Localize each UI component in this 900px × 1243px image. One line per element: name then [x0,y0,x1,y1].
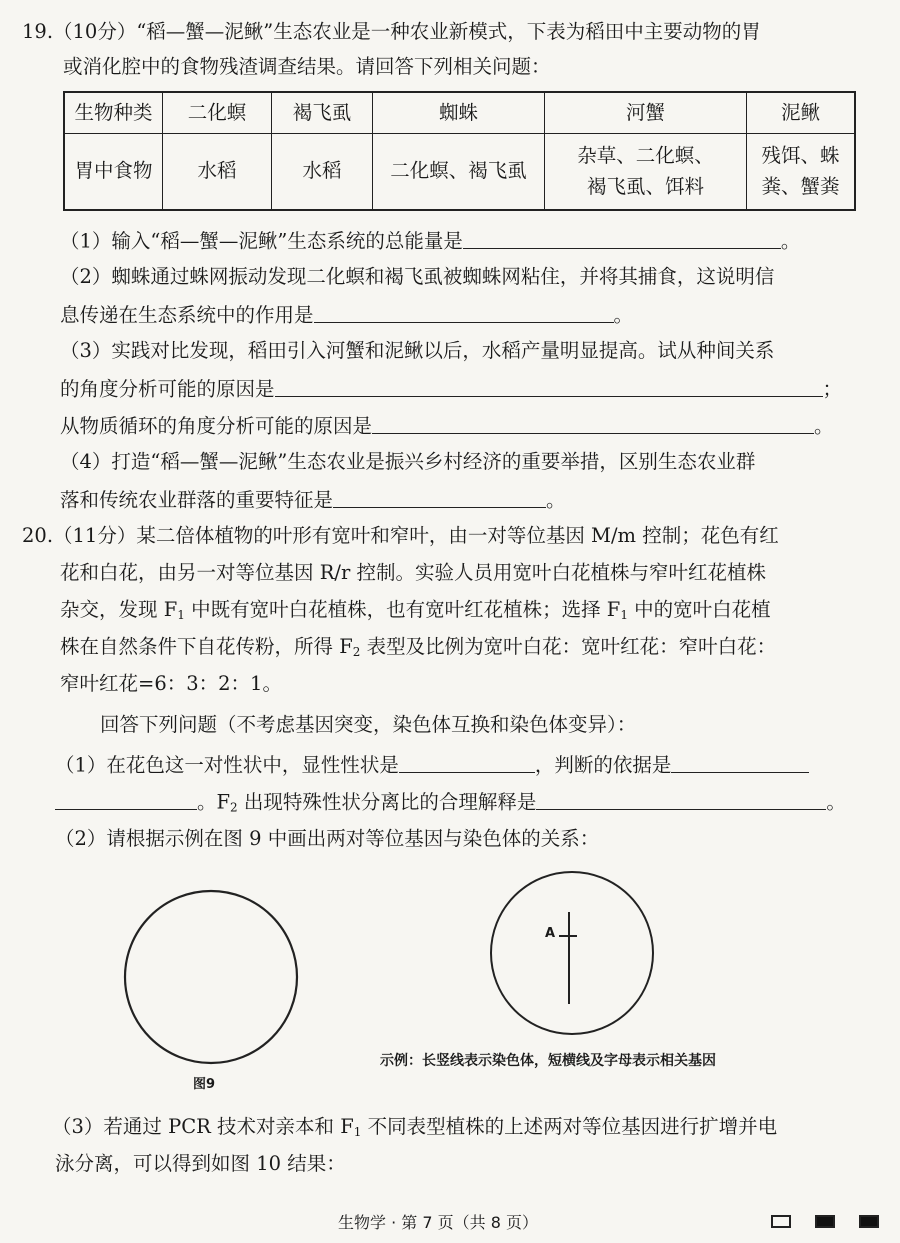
subscript: 1 [353,1125,362,1139]
table-header-cell: 泥鳅 [747,92,856,134]
punct: ； [822,377,843,401]
q20-part-1-line-2 [55,789,846,815]
example-cell-circle [491,872,653,1034]
q20-part-1-line-1 [55,752,809,777]
table-cell [747,134,856,211]
blank-cell-circle[interactable] [125,891,297,1063]
answer-box-filled-icon [815,1215,835,1228]
q20-line-3-text-b: 中既有宽叶白花植株，也有宽叶红花植株；选择 F [184,598,621,621]
q19-part-3-line-1: （3）实践对比发现，稻田引入河蟹和泥鳅以后，水稻产量明显提高。试从种间关系 [60,339,775,362]
q20-line-6: 回答下列问题（不考虑基因突变，染色体互换和染色体变异）： [100,713,637,736]
answer-box-empty-icon [771,1215,791,1228]
q19-part-1-text: （1）输入“稻—蟹—泥鳅”生态系统的总能量是 [60,229,463,253]
q19-line-2: 或消化腔中的食物残渣调查结果。请回答下列相关问题： [63,55,551,78]
q19-part-1 [60,228,800,253]
punct: 。 [546,488,566,512]
food-residue-table [63,91,856,211]
punct: 。 [814,414,834,438]
q20-part-1-text-d: 出现特殊性状分离比的合理解释是 [237,790,537,814]
answer-blank[interactable] [55,789,197,810]
answer-blank[interactable] [275,376,823,397]
gene-label: A [545,926,556,941]
punct: 。 [780,229,801,253]
table-cell-line: 残饵、蛛 [761,144,840,168]
answer-blank[interactable] [463,228,781,249]
example-caption: 示例：长竖线表示染色体，短横线及字母表示相关基因 [380,1053,716,1069]
q20-part-1-text-b: ，判断的依据是 [534,753,672,777]
q20-part-3-text-b: 不同表型植株的上述两对等位基因进行扩增并电 [361,1115,778,1138]
q19-line-1: 19.（10分）“稻—蟹—泥鳅”生态农业是一种农业新模式，下表为稻田中主要动物的胃 [22,20,761,43]
answer-blank[interactable] [314,302,614,323]
q19-part-3-text-a: 的角度分析可能的原因是 [60,377,275,401]
q20-part-3-text-a: （3）若通过 PCR 技术对亲本和 F [52,1115,354,1138]
subscript: 2 [230,800,238,815]
subscript: 1 [620,608,628,622]
punct: 。 [826,790,846,814]
table-header-cell: 蜘蛛 [373,92,545,134]
table-header-cell: 褐飞虱 [272,92,373,134]
q19-part-3-line-3 [60,413,834,438]
answer-blank[interactable] [333,487,546,508]
q20-part-3-line-1 [52,1115,777,1139]
q19-part-3-text-b: 从物质循环的角度分析可能的原因是 [60,414,373,438]
q19-part-2-line-2 [60,302,633,327]
q20-part-1-text-c: 。F [197,790,231,814]
q20-line-4 [60,635,776,659]
subscript: 2 [352,645,361,659]
table-header-cell: 生物种类 [64,92,163,134]
q19-part-2-line-1: （2）蜘蛛通过蛛网振动发现二化螟和褐飞虱被蜘蛛网粘住，并将其捕食，这说明信 [60,265,775,288]
punct: 。 [613,303,634,327]
q20-line-1: 20.（11分）某二倍体植物的叶形有宽叶和窄叶，由一对等位基因 M/m 控制；花色有红 [22,524,779,547]
page-footer: 生物学 · 第 7 页（共 8 页） [338,1213,538,1232]
q20-line-2: 花和白花，由另一对等位基因 R/r 控制。实验人员用宽叶白花植株与窄叶红花植株 [60,561,766,584]
table-cell: 水稻 [272,134,373,211]
subscript: 1 [177,608,185,622]
table-cell-line: 褐飞虱、饵料 [586,174,704,198]
q20-part-3-line-2: 泳分离，可以得到如图 10 结果： [55,1152,346,1175]
answer-blank[interactable] [671,752,809,773]
q20-line-3 [60,598,771,622]
q20-part-1-text-a: （1）在花色这一对性状中，显性性状是 [55,753,399,777]
q20-line-3-text-c: 中的宽叶白花植 [627,598,771,621]
answer-box-filled-icon [859,1215,879,1228]
q20-part-2: （2）请根据示例在图 9 中画出两对等位基因与染色体的关系： [55,827,600,850]
table-cell [545,134,747,211]
q20-line-4-text-b: 表型及比例为宽叶白花：宽叶红花：窄叶白花： [360,635,777,658]
q20-line-5: 窄叶红花=6：3：2：1。 [60,672,282,695]
q19-part-3-line-2 [60,376,842,401]
table-cell: 水稻 [163,134,272,211]
table-cell: 二化螟、褐飞虱 [373,134,545,211]
table-cell-line: 杂草、二化螟、 [577,144,714,168]
answer-blank[interactable] [399,752,535,773]
figure-9-label: 图9 [193,1077,216,1092]
q20-line-3-text-a: 杂交，发现 F [60,598,178,621]
table-cell: 胃中食物 [64,134,163,211]
table-header-cell: 二化螟 [163,92,272,134]
table-header-cell: 河蟹 [545,92,747,134]
answer-blank[interactable] [372,413,814,434]
q19-part-4-line-1: （4）打造“稻—蟹—泥鳅”生态农业是振兴乡村经济的重要举措，区别生态农业群 [60,450,756,473]
answer-blank[interactable] [536,789,826,810]
table-cell-line: 粪、蟹粪 [761,174,840,198]
q20-line-4-text-a: 株在自然条件下自花传粉，所得 F [60,635,353,658]
q19-part-2-text: 息传递在生态系统中的作用是 [60,303,314,327]
q19-part-4-line-2 [60,487,566,512]
q19-part-4-text: 落和传统农业群落的重要特征是 [60,488,334,512]
